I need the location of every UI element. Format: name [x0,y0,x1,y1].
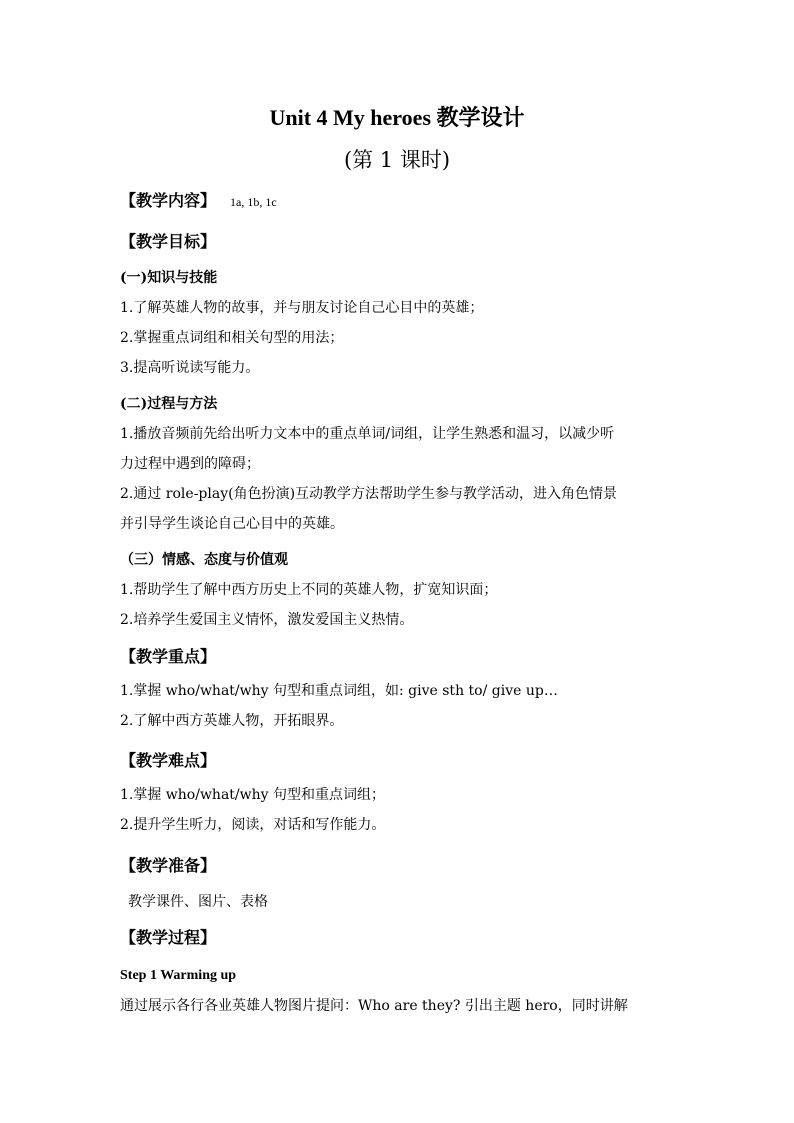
process-section [120,923,680,1021]
goals-section [120,227,680,257]
goal2-section [120,389,680,539]
list-item: 1.了解英雄人物的故事，并与朋友讨论自己心目中的英雄； [120,300,484,316]
content-label: 【教学内容】 [120,191,217,210]
goal3-section [120,545,680,635]
goals-heading: 【教学目标】 [120,232,217,251]
goal2-heading: (二)过程与方法 [120,396,218,412]
list-item: 2.了解中西方英雄人物，开拓眼界。 [120,713,344,729]
goal3-heading: （三）情感、态度与价值观 [120,552,288,568]
list-item: 1.掌握 who/what/why 句型和重点词组，如: give sth to/ give up… [120,683,558,699]
list-item: 2.培养学生爱国主义情怀，激发爱国主义热情。 [120,612,414,628]
preparation-value: 教学课件、图片、表格 [128,894,268,910]
keypoints-heading: 【教学重点】 [120,647,217,666]
list-item: 并引导学生谈论自己心目中的英雄。 [120,516,344,532]
list-item: 1.播放音频前先给出听力文本中的重点单词/词组，让学生熟悉和温习，以减少听 [120,426,615,442]
list-item: 3.提高听说读写能力。 [120,360,260,376]
step1-heading: Step 1 Warming up [120,968,237,983]
preparation-heading: 【教学准备】 [120,856,217,875]
list-item: 1.掌握 who/what/why 句型和重点词组； [120,787,386,803]
list-item: 2.提升学生听力，阅读，对话和写作能力。 [120,817,386,833]
list-item: 2.通过 role-play(角色扮演)互动教学方法帮助学生参与教学活动，进入角色情景 [120,486,618,502]
page-subtitle: (第 1 课时) [343,148,451,172]
list-item: 力过程中遇到的障碍； [120,456,260,472]
process-heading: 【教学过程】 [120,928,217,947]
preparation-section [120,851,680,917]
list-item: 1.帮助学生了解中西方历史上不同的英雄人物，扩宽知识面； [120,582,498,598]
list-item: 2.掌握重点词组和相关句型的用法； [120,330,344,346]
difficulties-section [120,746,680,840]
content-section [120,186,680,217]
content-value: 1a, 1b, 1c [230,195,277,209]
goal1-heading: (一)知识与技能 [120,270,218,286]
difficulties-heading: 【教学难点】 [120,751,217,770]
page-title: Unit 4 My heroes 教学设计 [269,105,525,130]
goal1-section [120,263,680,383]
step1-text: 通过展示各行各业英雄人物图片提问：Who are they? 引出主题 hero，同时讲解 [120,998,628,1014]
keypoints-section [120,642,680,736]
